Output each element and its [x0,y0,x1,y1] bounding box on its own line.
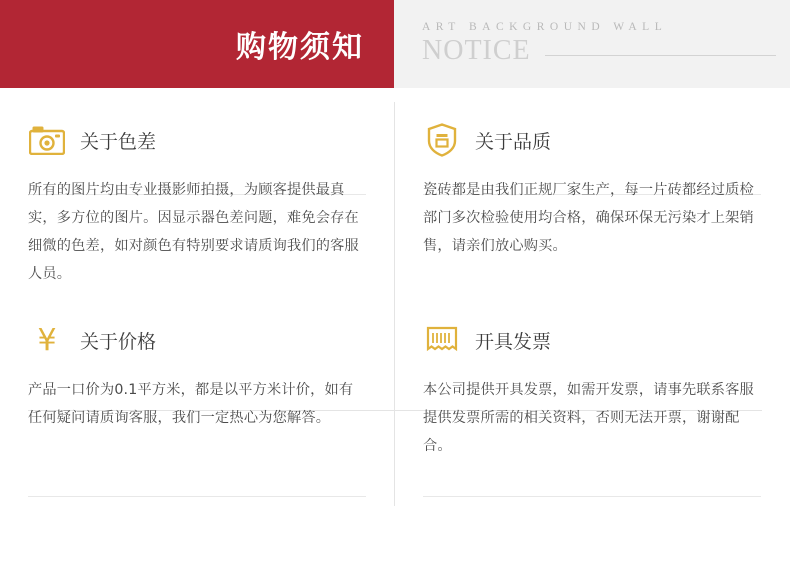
notice-item-header [0,304,395,376]
header-subtitle-en: ART BACKGROUND WALL [422,21,668,33]
notice-item-body [395,176,790,260]
header-notice-row [422,35,790,67]
notice-item-body [0,176,395,288]
notice-grid [0,88,790,561]
notice-item-quality [395,88,790,304]
notice-item-text: 所有的图片均由专业摄影师拍摄，为顾客提供最真实，多方位的图片。因显示器色差问题，难免会存在细微的色差，如对颜色有特别要求请质询我们的客服人员。 [28,182,359,282]
invoice-icon [423,321,461,359]
page-header [0,0,790,88]
notice-item-color [0,88,395,304]
page-title: 购物须知 [236,30,364,65]
notice-item-text: 瓷砖都是由我们正规厂家生产，每一片砖都经过质检部门多次检验使用均合格，确保环保无污染才上架销售，请亲们放心购买。 [423,182,754,254]
header-red-block [0,0,394,88]
notice-item-body [395,376,790,460]
header-english-block [394,0,790,88]
notice-item-text: 产品一口价为0.1平方米，都是以平方米计价，如有任何疑问请质询客服，我们一定热心为您解答。 [28,382,354,426]
notice-item-invoice [395,304,790,520]
notice-item-body [0,376,395,432]
header-divider-rule [545,55,776,56]
header-title-en: NOTICE [422,35,531,66]
notice-item-title: 关于品质 [475,130,552,153]
shield-quality-icon [423,121,461,159]
notice-item-title: 关于价格 [80,330,157,353]
yuan-price-icon [28,321,66,359]
svg-text:¥: ¥ [37,323,57,357]
notice-item-price [0,304,395,520]
notice-item-text: 本公司提供开具发票，如需开发票，请事先联系客服提供发票所需的相关资料，否则无法开票，谢谢配合。 [423,382,754,454]
notice-item-title: 开具发票 [475,330,552,353]
notice-item-header [0,88,395,176]
notice-item-header [395,88,790,176]
notice-item-header [395,304,790,376]
notice-item-title: 关于色差 [80,130,157,153]
camera-icon [28,121,66,159]
